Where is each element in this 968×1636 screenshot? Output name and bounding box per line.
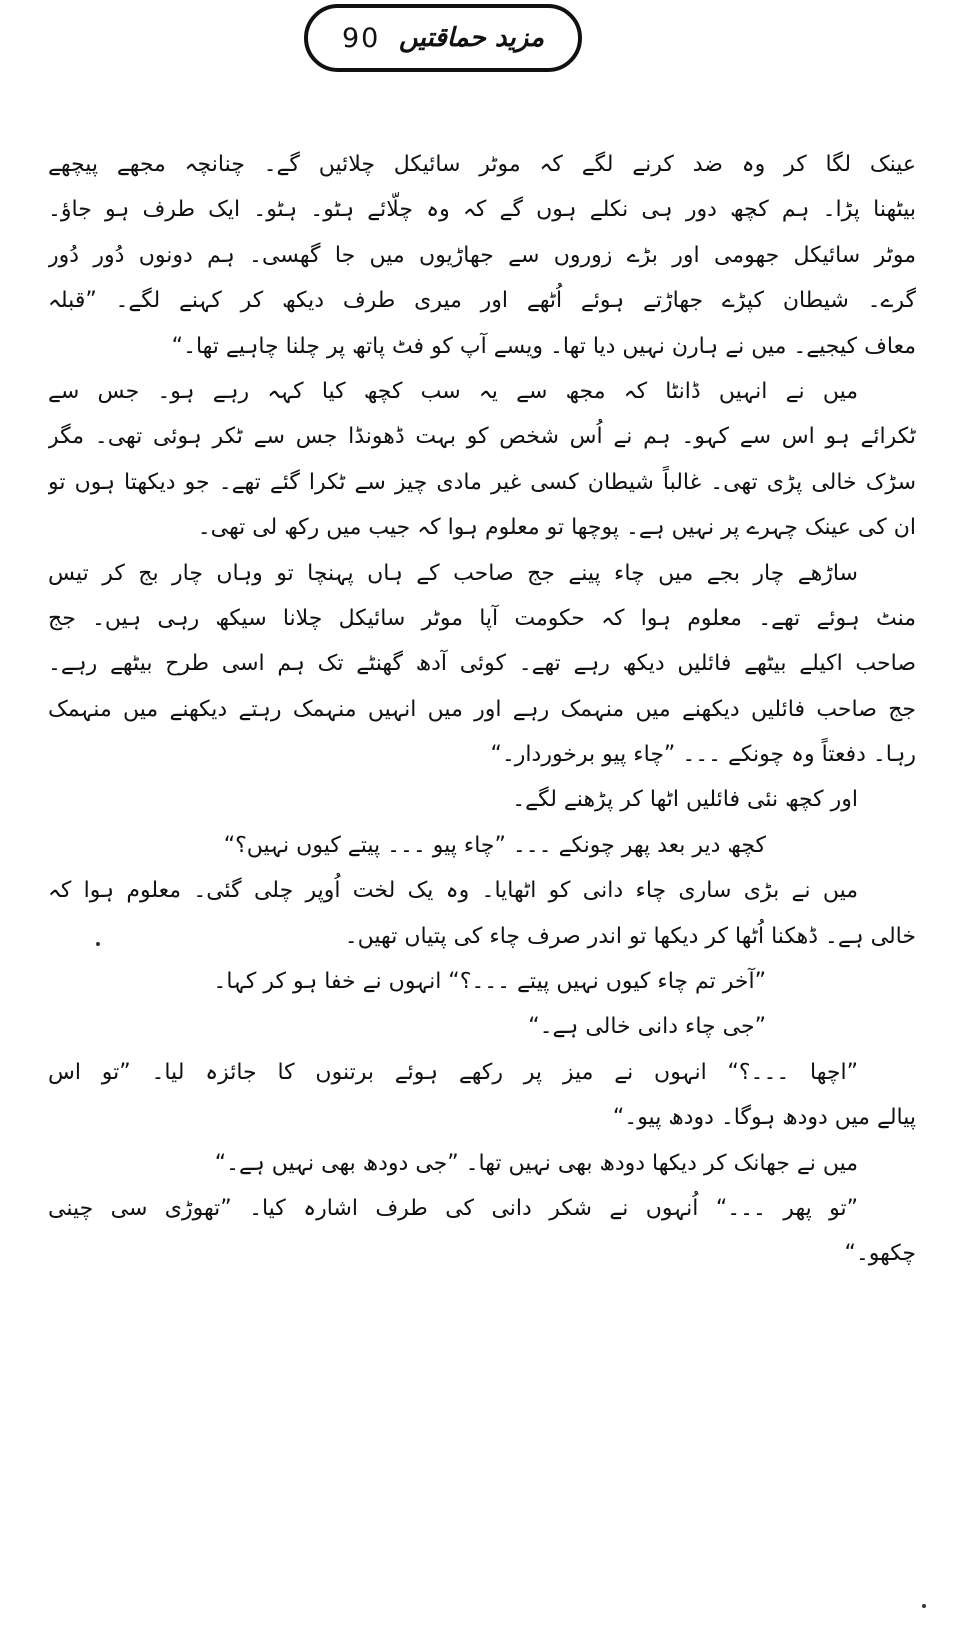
page-number: 90 bbox=[342, 22, 381, 54]
scan-speck bbox=[96, 942, 100, 946]
text-line: ”اچھا ۔۔۔؟“ انہوں نے میز پر رکھے ہوئے برتنوں کا جائزہ لیا۔ ”تو اس bbox=[48, 1059, 858, 1085]
text-line: گرے۔ شیطان کپڑے جھاڑتے ہوئے اُٹھے اور میری طرف دیکھ کر کہنے لگے۔ ”قبلہ bbox=[48, 288, 916, 314]
text-line: اور کچھ نئی فائلیں اٹھا کر پڑھنے لگے۔ bbox=[512, 787, 858, 813]
text-line: معاف کیجیے۔ میں نے ہارن نہیں دیا تھا۔ ویسے آپ کو فٹ پاتھ پر چلنا چاہیے تھا۔“ bbox=[171, 333, 916, 359]
body-text bbox=[48, 142, 916, 1277]
text-line: عینک لگا کر وہ ضد کرنے لگے کہ موٹر سائیکل چلائیں گے۔ چنانچہ مجھے پیچھے bbox=[48, 152, 916, 177]
text-line: موٹر سائیکل جھومی اور بڑے زوروں سے جھاڑیوں میں جا گھسی۔ ہم دونوں دُور دُور bbox=[48, 242, 916, 268]
book-title: مزید حماقتیں bbox=[398, 23, 544, 53]
text-line: ساڑھے چار بجے میں چاء پینے جج صاحب کے ہاں پہنچا تو وہاں چار بج کر تیس bbox=[48, 560, 858, 586]
text-line: پیالے میں دودھ ہوگا۔ دودھ پیو۔“ bbox=[612, 1105, 916, 1131]
text-line: بیٹھنا پڑا۔ ہم کچھ دور ہی نکلے ہوں گے کہ وہ چلّائے ہٹو۔ ہٹو۔ ایک طرف ہو جاؤ۔ bbox=[48, 197, 916, 223]
text-line: خالی ہے۔ ڈھکنا اُٹھا کر دیکھا تو اندر صرف چاء کی پتیاں تھیں۔ bbox=[344, 923, 916, 949]
text-line: ”تو پھر ۔۔۔“ اُنہوں نے شکر دانی کی طرف اشارہ کیا۔ ”تھوڑی سی چینی bbox=[48, 1195, 859, 1221]
text-line: صاحب اکیلے بیٹھے فائلیں دیکھ رہے تھے۔ کوئی آدھ گھنٹے تک ہم اسی طرح بیٹھے رہے۔ bbox=[48, 651, 916, 677]
text-line: سڑک خالی پڑی تھی۔ غالباً شیطان کسی غیر مادی چیز سے ٹکرا گئے تھے۔ جو دیکھتا ہوں تو bbox=[48, 469, 916, 495]
text-line: میں نے انہیں ڈانٹا کہ مجھ سے یہ سب کچھ کیا کہہ رہے ہو۔ جس سے bbox=[48, 378, 858, 404]
text-line: میں نے جھانک کر دیکھا دودھ بھی نہیں تھا۔ ”جی دودھ بھی نہیں ہے۔“ bbox=[214, 1150, 858, 1176]
text-line: ان کی عینک چہرے پر نہیں ہے۔ پوچھا تو معلوم ہوا کہ جیب میں رکھ لی تھی۔ bbox=[197, 515, 916, 541]
text-line: جج صاحب فائلیں دیکھنے میں منہمک رہے اور میں انہیں منہمک رہتے دیکھنے میں منہمک bbox=[48, 696, 916, 722]
text-line: ”جی چاء دانی خالی ہے۔“ bbox=[528, 1014, 766, 1040]
scan-speck bbox=[922, 1604, 926, 1608]
text-line: منٹ ہوئے تھے۔ معلوم ہوا کہ حکومت آپا موٹر سائیکل چلانا سیکھ رہی ہیں۔ جج bbox=[48, 605, 916, 631]
page-header bbox=[304, 4, 582, 72]
text-line: ”آخر تم چاء کیوں نہیں پیتے ۔۔۔؟“ انہوں نے خفا ہو کر کہا۔ bbox=[213, 969, 766, 995]
text-line: میں نے بڑی ساری چاء دانی کو اٹھایا۔ وہ یک لخت اُوپر چلی گئی۔ معلوم ہوا کہ bbox=[48, 878, 858, 904]
text-line: رہا۔ دفعتاً وہ چونکے ۔۔۔ ”چاء پیو برخوردار۔“ bbox=[490, 742, 916, 768]
text-line: کچھ دیر بعد پھر چونکے ۔۔۔ ”چاء پیو ۔۔۔ پیتے کیوں نہیں؟“ bbox=[223, 832, 766, 858]
text-line: چکھو۔“ bbox=[844, 1241, 916, 1267]
text-line: ٹکرائے ہو اس سے کہو۔ ہم نے اُس شخص کو بہت ڈھونڈا جس سے ٹکر ہوئی تھی۔ مگر bbox=[48, 424, 916, 450]
